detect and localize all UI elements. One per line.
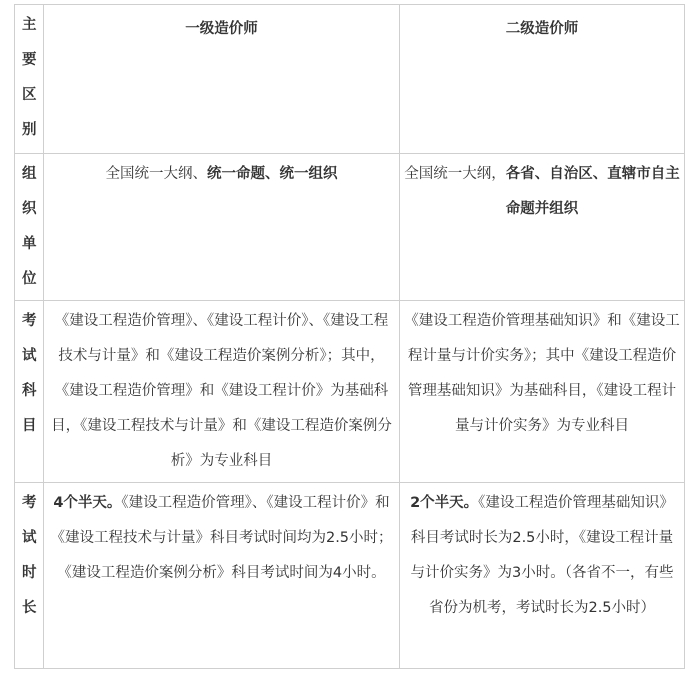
row-label-cell — [15, 483, 44, 669]
cell-organizer-level2 — [400, 154, 685, 301]
organizer-level1-plain: 全国统一大纲、 — [105, 166, 207, 182]
comparison-table — [14, 4, 685, 669]
cell-subjects-level2 — [400, 301, 685, 483]
cell-subjects-level1 — [44, 301, 400, 483]
header-level2: 二级造价师 — [505, 21, 579, 37]
table-row-duration — [15, 483, 685, 669]
cell-duration-level2 — [400, 483, 685, 669]
cell-duration-level1 — [44, 483, 400, 669]
row-label-cell — [15, 301, 44, 483]
row-label-organizer: 组织单位 — [22, 166, 37, 287]
organizer-level2-bold: 各省、自治区、直辖市自主命题并组织 — [505, 166, 680, 217]
duration-level1-bold: 4个半天。 — [53, 495, 122, 511]
duration-level1-plain: 《建设工程造价管理》、《建设工程计价》和《建设工程技术与计量》科目考试时间均为2.5小时；《建设工程造价案例分析》科目考试时间为4小时。 — [50, 495, 393, 581]
duration-level2-plain: 《建设工程造价管理基础知识》科目考试时长为2.5小时，《建设工程计量与计价实务》为3小时。（各省不一，有些省份为机考，考试时长为2.5小时） — [410, 495, 674, 616]
cell-organizer-level1 — [44, 154, 400, 301]
header-level1: 一级造价师 — [185, 21, 258, 37]
table-header-row — [15, 5, 685, 154]
table-row-organizer — [15, 154, 685, 301]
header-label: 主要区别 — [22, 17, 37, 138]
organizer-level1-bold: 统一命题、统一组织 — [207, 166, 338, 182]
header-cell-level1 — [44, 5, 400, 154]
subjects-level1-text: 《建设工程造价管理》、《建设工程计价》、《建设工程技术与计量》和《建设工程造价案例分析》；其中，《建设工程造价管理》和《建设工程计价》为基础科目，《建设工程技术与计量》和《建设工程造价案例分析》为专业科目 — [51, 313, 392, 469]
row-label-duration: 考试时长 — [22, 495, 37, 616]
row-label-cell — [15, 5, 44, 154]
organizer-level2-plain: 全国统一大纲， — [404, 166, 506, 182]
row-label-subjects: 考试科目 — [22, 313, 37, 434]
duration-level2-bold: 2个半天。 — [410, 495, 479, 511]
row-label-cell — [15, 154, 44, 301]
subjects-level2-text: 《建设工程造价管理基础知识》和《建设工程计量与计价实务》；其中《建设工程造价管理基础知识》为基础科目，《建设工程计量与计价实务》为专业科目 — [404, 313, 680, 434]
header-cell-level2 — [400, 5, 685, 154]
table-row-subjects — [15, 301, 685, 483]
